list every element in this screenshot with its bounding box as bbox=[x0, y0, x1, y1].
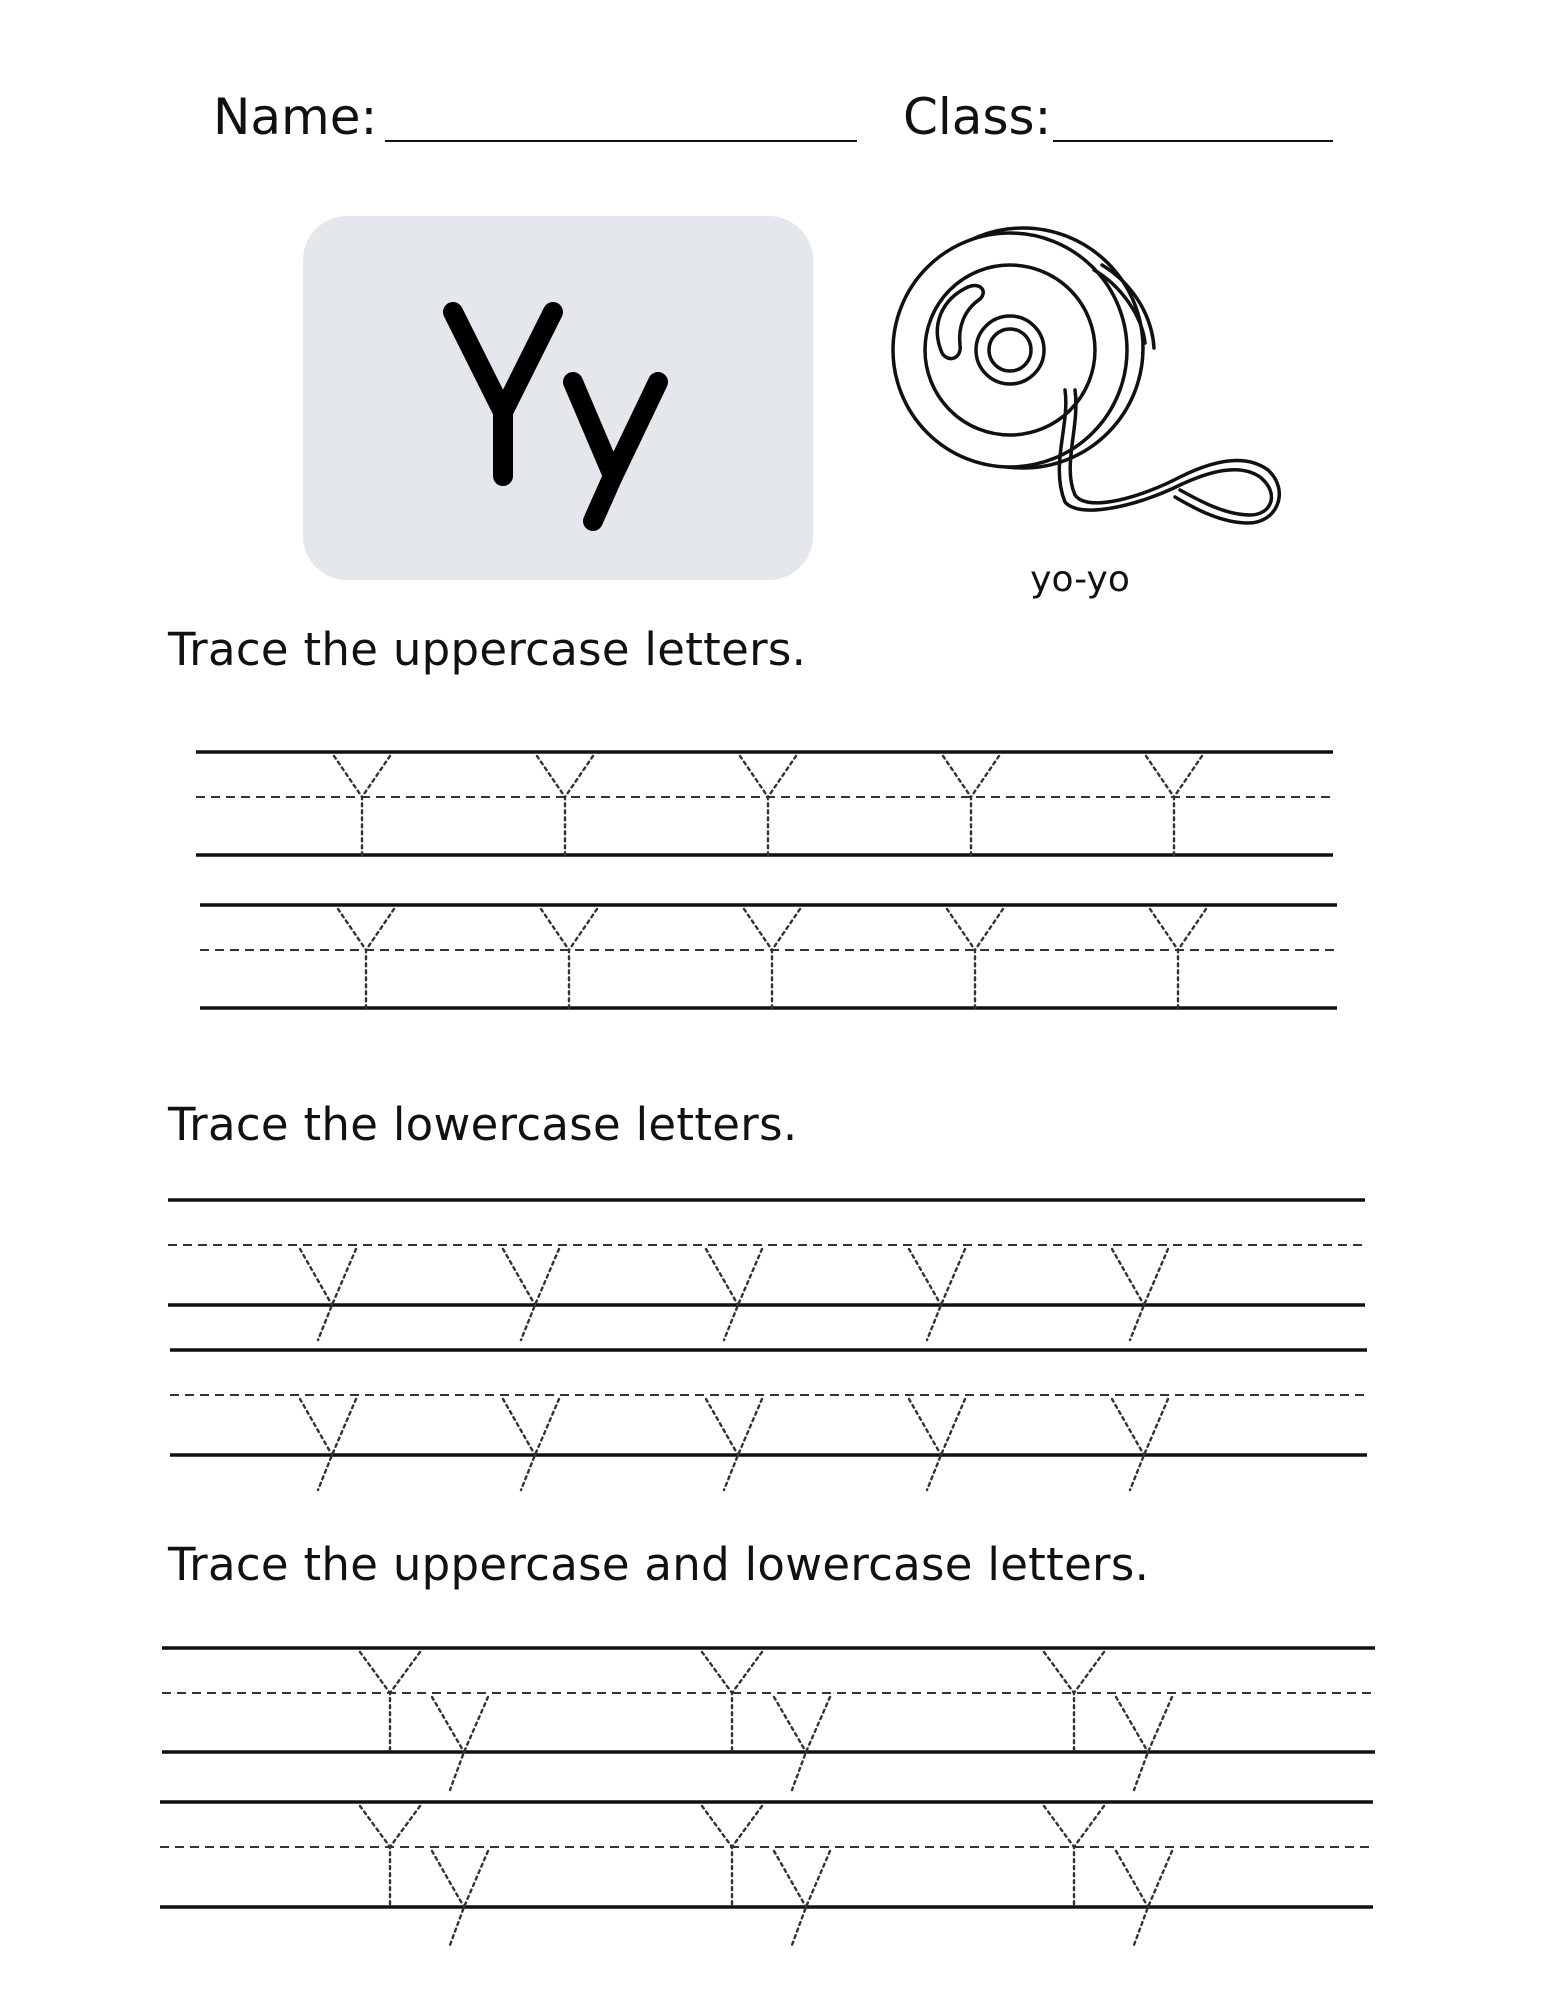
trace-lowercase-y bbox=[432, 1851, 488, 1945]
instruction-lowercase: Trace the lowercase letters. bbox=[168, 1098, 798, 1151]
trace-uppercase-y bbox=[1044, 1806, 1104, 1907]
trace-uppercase-y bbox=[1044, 1652, 1104, 1752]
trace-lowercase-y bbox=[909, 1249, 965, 1340]
trace-lowercase-y bbox=[909, 1399, 965, 1490]
trace-lowercase-y bbox=[1112, 1249, 1168, 1340]
trace-lowercase-y bbox=[774, 1851, 830, 1945]
trace-uppercase-y bbox=[947, 909, 1003, 1008]
trace-uppercase-y bbox=[537, 756, 593, 855]
trace-uppercase-y bbox=[541, 909, 597, 1008]
trace-lowercase-y bbox=[503, 1249, 559, 1340]
trace-lowercase-y bbox=[1116, 1697, 1172, 1790]
trace-uppercase-y bbox=[1150, 909, 1206, 1008]
instruction-both: Trace the uppercase and lowercase letters. bbox=[168, 1538, 1150, 1591]
trace-uppercase-y bbox=[943, 756, 999, 855]
trace-lowercase-y bbox=[774, 1697, 830, 1790]
trace-lowercase-y bbox=[1116, 1851, 1172, 1945]
trace-lowercase-y bbox=[432, 1697, 488, 1790]
trace-uppercase-y bbox=[360, 1652, 420, 1752]
trace-uppercase-y bbox=[334, 756, 390, 855]
trace-uppercase-y bbox=[744, 909, 800, 1008]
trace-uppercase-y bbox=[702, 1652, 762, 1752]
instruction-uppercase: Trace the uppercase letters. bbox=[168, 623, 807, 676]
class-label: Class: bbox=[903, 88, 1052, 146]
trace-lowercase-y bbox=[300, 1249, 356, 1340]
picture-caption: yo-yo bbox=[1030, 559, 1130, 600]
trace-lowercase-y bbox=[300, 1399, 356, 1490]
trace-uppercase-y bbox=[1146, 756, 1202, 855]
trace-uppercase-y bbox=[702, 1806, 762, 1907]
trace-lowercase-y bbox=[503, 1399, 559, 1490]
trace-uppercase-y bbox=[360, 1806, 420, 1907]
trace-lowercase-y bbox=[706, 1399, 762, 1490]
trace-uppercase-y bbox=[740, 756, 796, 855]
trace-uppercase-y bbox=[338, 909, 394, 1008]
trace-lowercase-y bbox=[706, 1249, 762, 1340]
name-label: Name: bbox=[213, 88, 378, 146]
trace-lowercase-y bbox=[1112, 1399, 1168, 1490]
